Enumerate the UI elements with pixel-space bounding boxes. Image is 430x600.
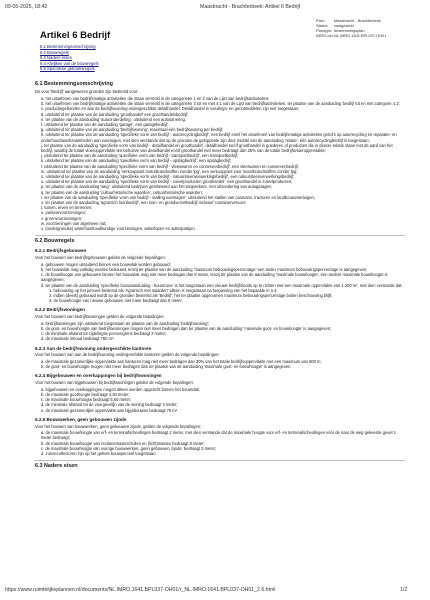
divider (35, 460, 405, 461)
subsection-heading-6-2-4: 6.2.4 Bijgebouwen en overkappingen bij bedrijfswoningen (35, 373, 162, 379)
list-item: a. gebouwen mogen uitsluitend binnen een bouwvlak worden gebouwd; (41, 261, 171, 267)
toc-link-gebruiksregels[interactable]: 6.5 Specifieke gebruiksregels (40, 66, 95, 72)
table-of-contents (40, 44, 99, 72)
subsection-heading-6-2-2: 6.2.2 Bedrijfswoningen (35, 307, 86, 313)
print-url: https://www.ruimtelijkeplannen.nl/documents/NL.IMRO.1641.BPL037-OH01/r_NL.IMRO.1641.BPL037-OH01_2.6.html (5, 587, 276, 593)
section-heading-6-3: 6.3 Nadere eisen (35, 463, 78, 470)
sub-list-item: 2. indien (deels) gebouwd wordt op de gronden bestemd als 'Bedrijf', het ter plaatse opgenomen maximum bebouwingspercentage buiten beschouwing blijft; (49, 293, 333, 299)
list-item: a. bedrijfswoningen zijn uitsluitend toegestaan ter plaatse van de aanduiding 'bedrijfswoning'; (41, 320, 210, 326)
list-item: c. de maximale bouwhoogte bedraagt 5,50 meter; (41, 397, 132, 403)
sub-list-item: 3. de bouwhoogte van nieuwe gebouwen niet meer bedraagt dan 8 meter. (49, 298, 183, 304)
list-item: b. het uitoefenen van bedrijfsmatige activiteiten die staan vermeld in de categorieën 3 tot en met 4.1 van de Lijst van bedrijfsactiviteiten, ter plaatse van de aanduiding 'bedrijf tot en met categorie 4.1'; (41, 101, 401, 107)
meta-row: Plan: Maasbracht - Brachterbeek (316, 18, 381, 23)
page-number: 1/2 (400, 587, 408, 593)
subsection-heading-6-2-3: 6.2.3 Aan de bedrijfswoning ondergeschikte kantoren (35, 345, 152, 351)
subsection-intro: Voor het bouwen van bouwwerken, geen gebouwen zijnde, gelden de volgende bepalingen: (35, 423, 202, 429)
list-item: c. de bouwhoogte van gebouwen binnen het bouwvlak mag niet meer bedragen dan 8 meter, tenzij ter plaatse van de aanduiding 'maximale bouwhoogte', een andere maximale bouwhoogte is aangegeven; (41, 272, 388, 283)
list-item: o. uitsluitend ter plaatse van de aanduiding 'specifieke vorm van bedrijf - zuivelproducten groothandel', een groothandel in zuivelproducten; (41, 179, 293, 185)
toc-link-afwijken[interactable]: 6.4 Afwijken van de bouwregels (40, 60, 99, 66)
list-item: r. ter plaatse van de aanduiding 'specifieke vorm van bedrijf - stalling voertuigen', uitsluitend het stallen van caravans, tractoren en landbouwvoertuigen; (41, 194, 315, 200)
rule-list (35, 387, 405, 413)
list-item: f. uitsluitend ter plaatse van de aanduiding 'garage', een garagebedrijf; (41, 121, 169, 127)
list-item: e. ter plaatse van de aanduiding 'autoonderdeling', uitsluitend een autosanering; (41, 116, 186, 122)
list-item: c. de minimale afstand tot zijdelingse perceelgrens bedraagt 3 meter; (41, 331, 167, 337)
list-item: d. zonnecollectoren zijn op het gehele bouwperceel toegestaan. (41, 451, 157, 457)
list-item: j. uitsluitend ter plaatse van de aanduiding 'specifieke vorm van bedrijf - transportbedrijf', een transportbedrijf; (41, 153, 239, 159)
list-item: u. parkeervoorzieningen; (41, 210, 87, 216)
list-item: d. ter plaatse van de aanduiding 'specifieke bouwaanduiding - bouwzone' is het toegestaan een nieuwe bedrijfsloods op te richten met een maximale oppervlakte van 1.200 m², met dien verstande dat: (41, 282, 403, 288)
plan-metadata (316, 18, 386, 38)
toc-link-nadere-eisen[interactable]: 6.3 Nadere eisen (40, 55, 72, 61)
list-item: a. bijgebouwen en overkappingen mogen alleen worden opgericht binnen het bouwvlak; (41, 386, 201, 392)
print-datetime: 09-05-2025, 18:42 (5, 4, 48, 10)
article-content (35, 82, 405, 472)
sub-list-item: 1. bebouwing op het perceel bestemd als 'Agrarisch met waarden' alleen is toegestaan na toepassing van het bepaalde in 3.4; (49, 287, 278, 293)
list-item: m. uitsluitend ter plaatse van de aanduiding 'verkooppunt motorbrandstoffen zonder lpg', een verkooppunt voor motorbrandstoffen zonder lpg; (41, 168, 298, 174)
list-item: b. de maximale goothoogte bedraagt 3,30 meter; (41, 392, 130, 398)
list-item: k. uitsluitend ter plaatse van de aanduiding 'specifieke vorm van bedrijf - opslagbedrijf', een opslagbedrijf; (41, 158, 232, 164)
list-item: b. de maximale bouwhoogte van reclamemasten/zuilen en (licht)masten bedraagt 8 meter; (41, 440, 205, 446)
list-item: w. voorzieningen van algemeen nut; (41, 220, 107, 226)
list-item: l. uitsluitend ter plaatse van de aanduiding 'specifieke vorm van bedrijf - vleeswaren en conservenbedrijf', een vleeswaren en conservenbedrijf; (41, 163, 299, 169)
bestemming-list (35, 96, 405, 231)
list-item: b. het bouwvlak mag volledig worden bebouwd, tenzij ter plaatse van de aanduiding 'maximum bebouwingspercentage' een ander maximum bebouwingspercentage is aangegeven; (41, 267, 368, 272)
list-item: c. productiegebonden en aan de bedrijfsvoering ondergeschikte detailhandel. Detailhandel in voedings- en genotmiddelen zijn niet toegestaan; (41, 106, 300, 112)
list-item: a. het uitoefenen van bedrijfsmatige activiteiten die staan vermeld in de categorieën 1 en 2 van de Lijst van bedrijfsactiviteiten; (41, 95, 270, 101)
list-item: c. de maximale bouwhoogte van overige bouwwerken, geen gebouwen zijnde, bedraagt 3 meter; (41, 445, 217, 451)
list-item: a. de maximale gezamenlijke oppervlakte aan kantoren mag niet meer bedragen dan 30% van het totale bedrijfsoppervlakte met een maximum van 500 m; (41, 359, 322, 365)
subsection-intro: Voor het bouwen van bedrijfsgebouwen gelden de volgende bepalingen: (35, 255, 166, 261)
divider (35, 235, 405, 236)
section-heading-6-2: 6.2 Bouwregels (35, 238, 75, 245)
subsection-heading-6-2-5: 6.2.5 Bouwwerken, geen gebouwen zijnde (35, 416, 127, 422)
subsection-intro: Voor het bouwen van bedrijfswoningen gelden de volgende bepalingen: (35, 314, 165, 320)
meta-row: Status: vastgesteld (316, 23, 354, 28)
section-heading-6-1: 6.1 Bestemmingsomschrijving (35, 81, 113, 87)
rule-list (35, 321, 405, 342)
list-item: q. ter plaatse van de aanduiding 'cultuurhistorische waarden', cultuurhistorische waarden; (41, 189, 203, 195)
list-item: v. groenvoorzieningen; (41, 215, 83, 221)
list-item: s. ter plaatse van de aanduiding 'agrarisch loonbedrijf', een loon- en grondverzetbedrijf inclusief containervervoer; (41, 199, 247, 205)
list-item: b. de goot- en bouwhoogte van bedrijfswoningen mogen niet meer bedragen dan ter plaatse van de aanduiding 'maximale goot- en bouwhoogte' is aangegeven; (41, 326, 332, 332)
rule-list (35, 359, 405, 369)
meta-row: IMRO-idn: NL.IMRO.1641.BPL037-OH01 (316, 33, 387, 38)
article-title: Artikel 6 Bedrijf (40, 30, 111, 41)
list-item: d. uitsluitend ter plaatse van de aanduiding 'groothandel' een groothandelsbedrijf; (41, 111, 189, 117)
list-item: g. uitsluitend ter plaatse van de aanduiding 'bedrijfswoning', maximaal één bedrijfswoning per bedrijf; (41, 127, 224, 133)
list-item: n. uitsluitend ter plaatse van de aanduiding 'specifieke vorm van bedrijf - natuursteenverwerkingsbedrijf', een natuursteenverwerkingsbedrijf; (41, 173, 295, 179)
list-item: d. de maximale inhoud bedraagt 750 m³. (41, 336, 115, 342)
toc-link-bestemmingsomschrijving[interactable]: 6.1 Bestemmingsomschrijving (40, 44, 96, 49)
print-page-title: Maasbracht - Brachterbeek: Artikel 6 Bedrijf (200, 4, 301, 10)
list-item: h. uitsluitend ter plaatse van de aanduiding 'specifieke vorm van bedrijf - autorecyclingbedrijf', een bedrijf eninf het uitoefenen van bedrijfsmatige activiteiten gericht op autorecycling en reparatie- en onderhoudswerkzaamheden aan voertuigen, met dien verstande dat op de gronden de geloppelde zijn door middel van de aanduiding 'relatie', één autorecyclingbedrijf is toegestaan; (41, 132, 397, 143)
list-item: x. (ondergrondse) waterhuishoudkundige voorzieningen, waterlopen en waterpartijen. (41, 225, 196, 231)
list-item: t. tuinen, erven en terreinen; (41, 205, 93, 211)
subsection-heading-6-2-1: 6.2.1 Bedrijfsgebouwen (35, 248, 87, 254)
list-item: d. de minimale afstand tot de voorgevelljn van de woning bedraagt 3 meter; (41, 402, 178, 408)
subsection-intro: Voor het bouwen van aan de bedrijfswoning ondergeschikte kantoren gelden de volgende bepalingen: (35, 352, 220, 358)
rule-list (35, 262, 405, 288)
list-item: e. de maximale gezamenlijke oppervlakte aan bijgebouwen bedraagt 70 m². (41, 407, 179, 413)
list-item: b. de goot- en bouwhoogte mogen niet meer bedragen dan ter plaatse van de aanduiding 'maximale goot- en bouwhoogte' is aangegeven. (41, 364, 292, 370)
rule-list (35, 430, 405, 456)
list-item: i. ter plaatse van de aanduiding 'specifieke vorm van bedrijf - detailhandel en groothandel', detailhandel en/of groothandel in goederen of producten die in directe relatie staan met de aard van het bedrijf, waarbij de totale vloeroppervlakte ten behoeve van detailhandel en/of groothandel niet meer bedraagt dan 25% van de totale bedrijfsvloeroppervlakte; (41, 142, 393, 153)
toc-link-bouwregels[interactable]: 6.2 Bouwregels (40, 49, 69, 55)
list-item: p. ter plaatse van de aanduiding 'weg', uitsluitend bedrijven gerelateerd aan het wegverkeer, met uitzondering van autogarages; (41, 184, 272, 190)
rule-sublist (35, 288, 405, 304)
list-item: a. de maximale bouwhoogte van erf- en terreinafscheidingen bedraagt 2 meter, met dien verstande dat de maximale hoogte voor erf- en terreinafscheidingen vóór de naar de weg gekeerde gevel 1 meter bedraagt; (41, 430, 397, 441)
meta-row: Plantype: bestemmingsplan (316, 28, 365, 33)
section-intro: De voor 'Bedrijf' aangewezen gronden zijn bestemd voor: (35, 89, 139, 95)
subsection-intro: Voor het bouwen van bijgebouwen bij bedrijfswoningen gelden de volgende bepalingen: (35, 380, 194, 386)
